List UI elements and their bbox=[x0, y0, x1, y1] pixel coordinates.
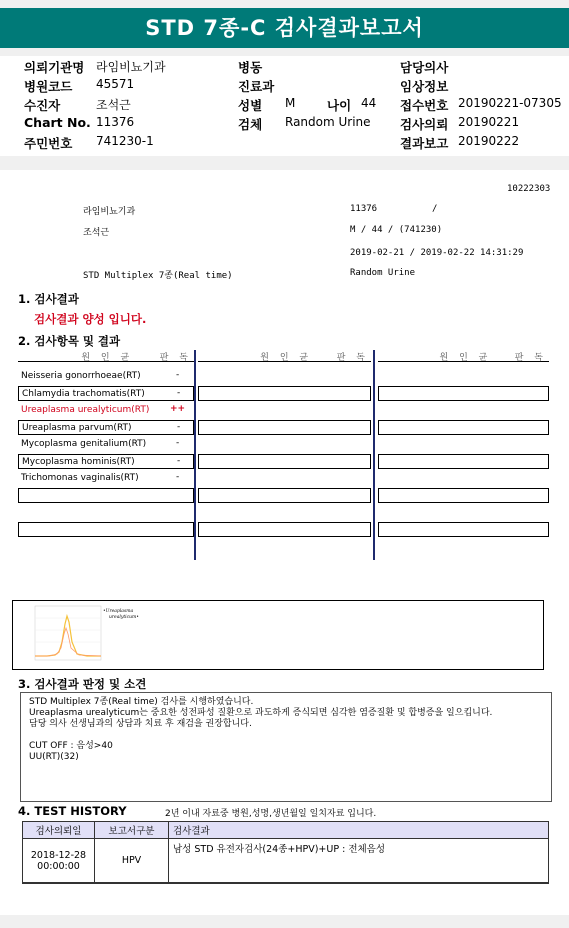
history-header-row bbox=[23, 822, 549, 839]
code-label: 병원코드 bbox=[24, 79, 73, 94]
slip-chart: 11376 bbox=[350, 204, 378, 214]
organism-row bbox=[18, 369, 194, 384]
history-date-cell bbox=[23, 839, 95, 883]
col-organism-1: 원 인 균 bbox=[81, 353, 134, 363]
organism-result: - bbox=[176, 370, 180, 380]
section4-title: 4. TEST HISTORY bbox=[18, 804, 127, 818]
findings-line-3: 담당 의사 선생님과의 상담과 치료 후 재검을 권장합니다. bbox=[29, 719, 252, 729]
findings-spacer bbox=[29, 730, 543, 741]
organism-name: Chlamydia trachomatis(RT) bbox=[22, 389, 145, 399]
slip-number: 10222303 bbox=[507, 184, 551, 194]
organism-row-positive bbox=[18, 403, 194, 418]
organism-result: - bbox=[177, 388, 181, 398]
amplification-curve-thumbnail bbox=[27, 604, 157, 666]
organism-name: Mycoplasma hominis(RT) bbox=[22, 457, 135, 467]
organism-result: - bbox=[176, 472, 180, 482]
findings-line-4: CUT OFF : 음성>40 bbox=[29, 741, 113, 751]
empty-row bbox=[198, 420, 371, 435]
section2-title: 2. 검사항목 및 결과 bbox=[18, 334, 121, 348]
receipt-value: 20190221-07305 bbox=[458, 96, 562, 110]
history-note: 2년 이내 자료중 병원,성명,생년월일 일치자료 입니다. bbox=[165, 809, 377, 819]
organism-row bbox=[18, 437, 194, 452]
table-bottom-rule bbox=[22, 882, 549, 884]
dept-label: 진료과 bbox=[238, 79, 275, 94]
amplification-graph-box bbox=[12, 600, 544, 670]
specimen-value: Random Urine bbox=[285, 115, 371, 129]
specimen-label: 검체 bbox=[238, 117, 263, 132]
sex-label: 성별 bbox=[238, 98, 263, 113]
history-col-type: 보고서구분 bbox=[95, 822, 169, 839]
organism-row bbox=[18, 420, 194, 435]
col-result-1: 판 독 bbox=[159, 353, 192, 363]
findings-line-1: STD Multiplex 7종(Real time) 검사를 시행하였습니다. bbox=[29, 697, 254, 707]
empty-row bbox=[198, 488, 371, 503]
request-value: 20190221 bbox=[458, 115, 520, 129]
slip-patient: 조석근 bbox=[83, 228, 110, 238]
empty-row bbox=[378, 386, 549, 401]
organism-result: - bbox=[177, 456, 181, 466]
slip-institution: 라임비뇨기과 bbox=[83, 207, 136, 217]
slip-sex-age: M / 44 / (741230) bbox=[350, 225, 443, 235]
findings-line-2: Ureaplasma urealyticum는 중요한 성전파성 질환으로 과도하게 증식되면 심각한 염증질환 및 합병증을 일으킵니다. bbox=[29, 708, 493, 718]
age-value: 44 bbox=[361, 96, 377, 110]
slip-slash: / bbox=[432, 204, 438, 214]
receipt-label: 접수번호 bbox=[400, 98, 449, 113]
history-col-result: 검사결과 bbox=[169, 822, 549, 839]
section1-title: 1. 검사결과 bbox=[18, 292, 79, 306]
graph-legend-2: urealyticum• bbox=[109, 615, 139, 620]
history-time: 00:00:00 bbox=[37, 860, 80, 872]
column-header-3 bbox=[378, 350, 549, 362]
organism-name: Ureaplasma urealyticum(RT) bbox=[21, 405, 150, 415]
slip-test-name: STD Multiplex 7종(Real time) bbox=[83, 271, 233, 281]
history-result: 남성 STD 유전자검사(24종+HPV)+UP : 전체음성 bbox=[169, 839, 549, 883]
organism-name: Neisseria gonorrhoeae(RT) bbox=[21, 371, 141, 381]
empty-row bbox=[198, 522, 371, 537]
sex-value: M bbox=[285, 96, 296, 110]
organism-result: ++ bbox=[170, 404, 186, 414]
history-date: 2018-12-28 bbox=[30, 849, 87, 861]
report-value: 20190222 bbox=[458, 134, 520, 148]
request-label: 검사의뢰 bbox=[400, 117, 449, 132]
organism-row bbox=[18, 454, 194, 469]
doctor-label: 담당의사 bbox=[400, 60, 449, 75]
empty-row bbox=[18, 488, 194, 503]
findings-box bbox=[20, 692, 552, 802]
col-organism-2: 원 인 균 bbox=[260, 353, 313, 363]
id-value: 741230-1 bbox=[96, 134, 154, 148]
column-divider-2 bbox=[373, 350, 375, 560]
ward-label: 병동 bbox=[238, 60, 263, 75]
chart-label: Chart No. bbox=[24, 115, 91, 130]
history-col-date: 검사의뢰일 bbox=[23, 822, 95, 839]
report-body bbox=[0, 170, 569, 915]
empty-row bbox=[198, 386, 371, 401]
history-table bbox=[22, 821, 549, 883]
slip-specimen: Random Urine bbox=[350, 268, 416, 278]
organism-result: - bbox=[177, 422, 181, 432]
column-divider-1 bbox=[194, 350, 196, 560]
positive-result: 검사결과 양성 입니다. bbox=[34, 312, 147, 326]
code-value: 45571 bbox=[96, 77, 135, 91]
patient-header bbox=[0, 56, 569, 156]
findings-line-5: UU(RT)(32) bbox=[29, 752, 79, 762]
column-header-1 bbox=[18, 350, 194, 362]
col-result-3: 판 독 bbox=[514, 353, 547, 363]
report-title: STD 7종-C 검사결과보고서 bbox=[0, 8, 569, 48]
report-label: 결과보고 bbox=[400, 136, 449, 151]
empty-row bbox=[198, 454, 371, 469]
empty-row bbox=[378, 454, 549, 469]
organism-result: - bbox=[176, 438, 180, 448]
table-row bbox=[23, 839, 549, 883]
clinical-label: 임상정보 bbox=[400, 79, 449, 94]
organism-row bbox=[18, 471, 194, 486]
section3-title: 3. 검사결과 판정 및 소견 bbox=[18, 677, 147, 691]
institution-label: 의뢰기관명 bbox=[24, 60, 85, 75]
organism-name: Ureaplasma parvum(RT) bbox=[22, 423, 132, 433]
age-label: 나이 bbox=[327, 98, 352, 113]
organism-row bbox=[18, 386, 194, 401]
slip-dates: 2019-02-21 / 2019-02-22 14:31:29 bbox=[350, 248, 524, 258]
col-result-2: 판 독 bbox=[336, 353, 369, 363]
history-type: HPV bbox=[95, 839, 169, 883]
organism-name: Mycoplasma genitalium(RT) bbox=[21, 439, 147, 449]
column-header-2 bbox=[198, 350, 371, 362]
id-label: 주민번호 bbox=[24, 136, 73, 151]
patient-label: 수진자 bbox=[24, 98, 61, 113]
organism-name: Trichomonas vaginalis(RT) bbox=[21, 473, 139, 483]
empty-row bbox=[18, 522, 194, 537]
empty-row bbox=[378, 488, 549, 503]
empty-row bbox=[378, 420, 549, 435]
patient-value: 조석근 bbox=[96, 98, 131, 112]
chart-value: 11376 bbox=[96, 115, 135, 129]
col-organism-3: 원 인 균 bbox=[439, 353, 492, 363]
graph-legend-1: •Ureaplasma bbox=[103, 609, 134, 614]
institution-value: 라임비뇨기과 bbox=[96, 60, 166, 74]
empty-row bbox=[378, 522, 549, 537]
